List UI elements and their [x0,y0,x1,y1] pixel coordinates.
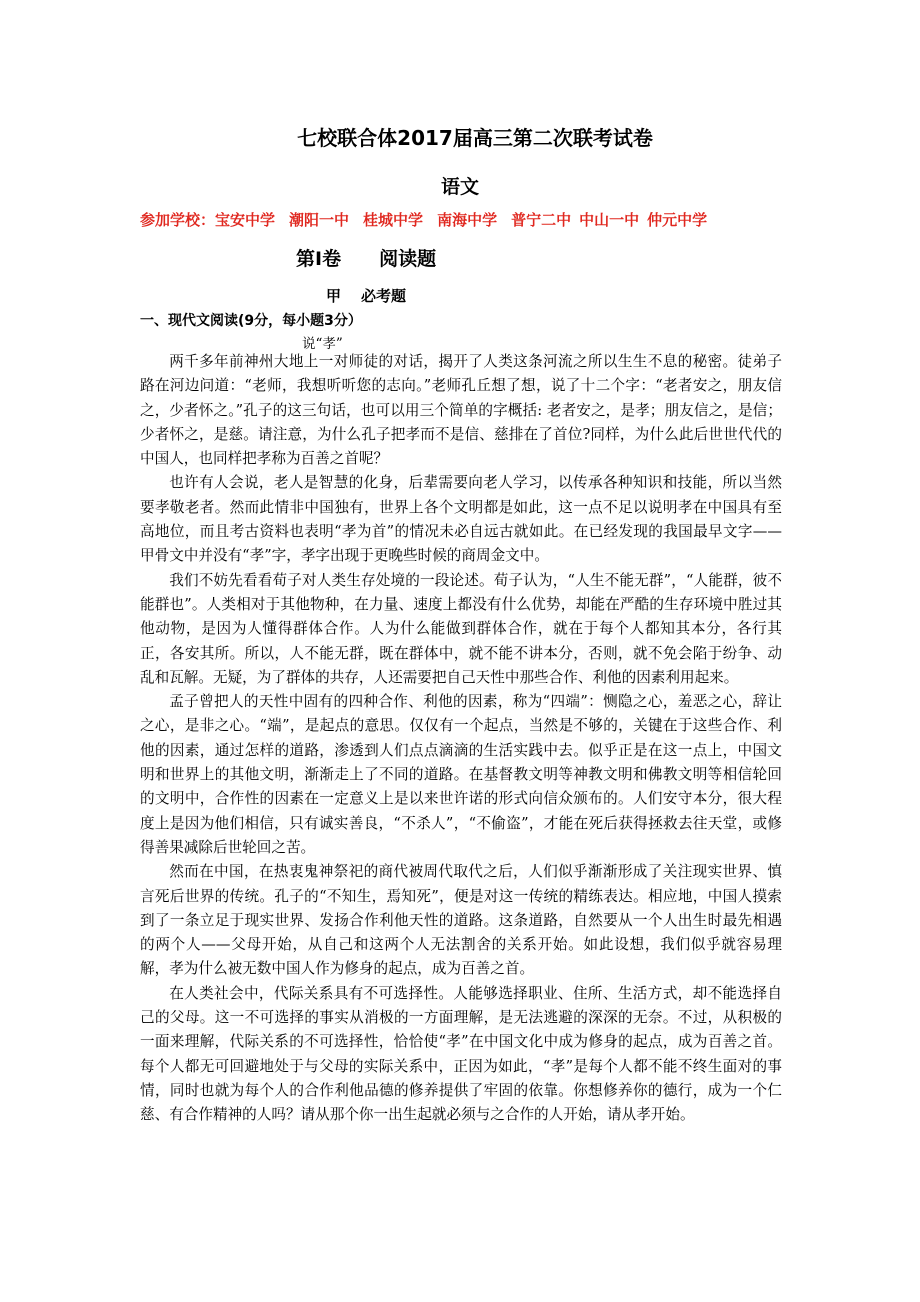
schools-label: 参加学校： [140,211,216,229]
school-name: 宝安中学 [215,211,276,229]
question-heading: 一、现代文阅读(9分，每小题3分） [140,313,362,329]
section-heading [326,285,406,306]
subject-heading: 语文 [440,176,479,198]
paragraph: 也许有人会说，老人是智慧的化身，后辈需要向老人学习，以传承各种知识和技能，所以当然要孝敬老者。然而此情非中国独有，世界上各个文明都是如此，这一点不足以说明孝在中国具有至高地位，而且考古资料也表明“孝为首”的情况未必自远古就如此。在已经发现的我国最早文字——甲骨文中并没有“孝”字，孝字出现于更晚些时候的商周金文中。 [140,474,782,565]
volume-heading [296,244,436,271]
paragraph: 孟子曾把人的天性中固有的四种合作、利他的因素，称为“四端”：恻隐之心，羞恶之心，辞让之心，是非之心。“端”，是起点的意思。仅仅有一个起点，当然是不够的，关键在于这些合作、利他的因素，通过怎样的道路，渗透到人们点点滴滴的生活实践中去。似乎正是在这一点上，中国文明和世界上的其他文明，渐渐走上了不同的道路。在基督教文明等神教文明和佛教文明等相信轮回的文明中，合作性的因素在一定意义上是以来世许诺的形式向信众颁布的。人们安守本分，很大程度上是因为他们相信，只有诚实善良，“不杀人”，“不偷盗”，才能在死后获得拯救去往天堂，或修得善果减除后世轮回之苦。 [140,693,782,856]
participating-schools [140,209,721,230]
paragraph: 在人类社会中，代际关系具有不可选择性。人能够选择职业、住所、生活方式，却不能选择自己的父母。这一不可选择的事实从消极的一方面理解，是无法逃避的深深的无奈。不过，从积极的一面来理解，代际关系的不可选择性，恰恰使“孝”在中国文化中成为修身的起点，成为百善之首。每个人都无可回避地处于与父母的实际关系中，正因为如此，“孝”是每个人都不能不终生面对的事情，同时也就为每个人的合作利他品德的修养提供了牢固的依靠。你想修养你的德行，成为一个仁慈、有合作精神的人吗？请从那个你一出生起就必须与之合作的人开始，请从孝开始。 [140,984,782,1124]
volume-number: 第Ⅰ卷 [296,248,342,270]
school-name: 潮阳一中 [289,211,350,229]
paragraph: 两千多年前神州大地上一对师徒的对话，揭开了人类这条河流之所以生生不息的秘密。徒弟子路在河边问道：“老师，我想听听您的志向。”老师孔丘想了想，说了十二个字：“老者安之，朋友信之，少者怀之。”孔子的这三句话，也可以用三个简单的字概括: 老者安之，是孝；朋友信之，是信；少者怀之，是慈。请注意，为什么孔子把孝而不是信、慈排在了首位?同样，为什么此后世世代代的中国人，也同样把孝称为百善之首呢？ [140,353,782,468]
exam-title: 七校联合体2017届高三第二次联考试卷 [297,126,653,150]
section-marker: 甲 [326,287,342,305]
volume-name: 阅读题 [379,248,437,270]
paragraph: 然而在中国，在热衷鬼神祭祀的商代被周代取代之后，人们似乎渐渐形成了关注现实世界、慎言死后世界的传统。孔子的“不知生，焉知死”，便是对这一传统的精练表达。相应地，中国人摸索到了一条立足于现实世界、发扬合作利他天性的道路。这条道路，自然要从一个人出生时最先相遇的两个人——父母开始，从自己和这两个人无法割舍的关系开始。如此设想，我们似乎就容易理解，孝为什么被无数中国人作为修身的起点，成为百善之首。 [140,863,782,978]
article-title: 说“孝” [302,336,343,352]
school-name: 普宁二中 [511,211,572,229]
school-name: 南海中学 [437,211,498,229]
article-body [140,350,782,1128]
paragraph: 我们不妨先看看荀子对人类生存处境的一段论述。荀子认为，“人生不能无群”，“人能群，彼不能群也”。人类相对于其他物种，在力量、速度上都没有什么优势，却能在严酷的生存环境中胜过其他动物，是因为人懂得群体合作。人为什么能做到群体合作，就在于每个人都知其本分，各行其正，各安其所。所以，人不能无群，既在群体中，就不能不讲本分，否则，就不免会陷于纷争、动乱和瓦解。无疑，为了群体的共存，人还需要把自己天性中那些合作、利他的因素利用起来。 [140,571,782,686]
school-name: 桂城中学 [363,211,424,229]
section-name: 必考题 [361,287,407,305]
school-name: 中山一中 [579,211,640,229]
school-name: 仲元中学 [647,211,708,229]
